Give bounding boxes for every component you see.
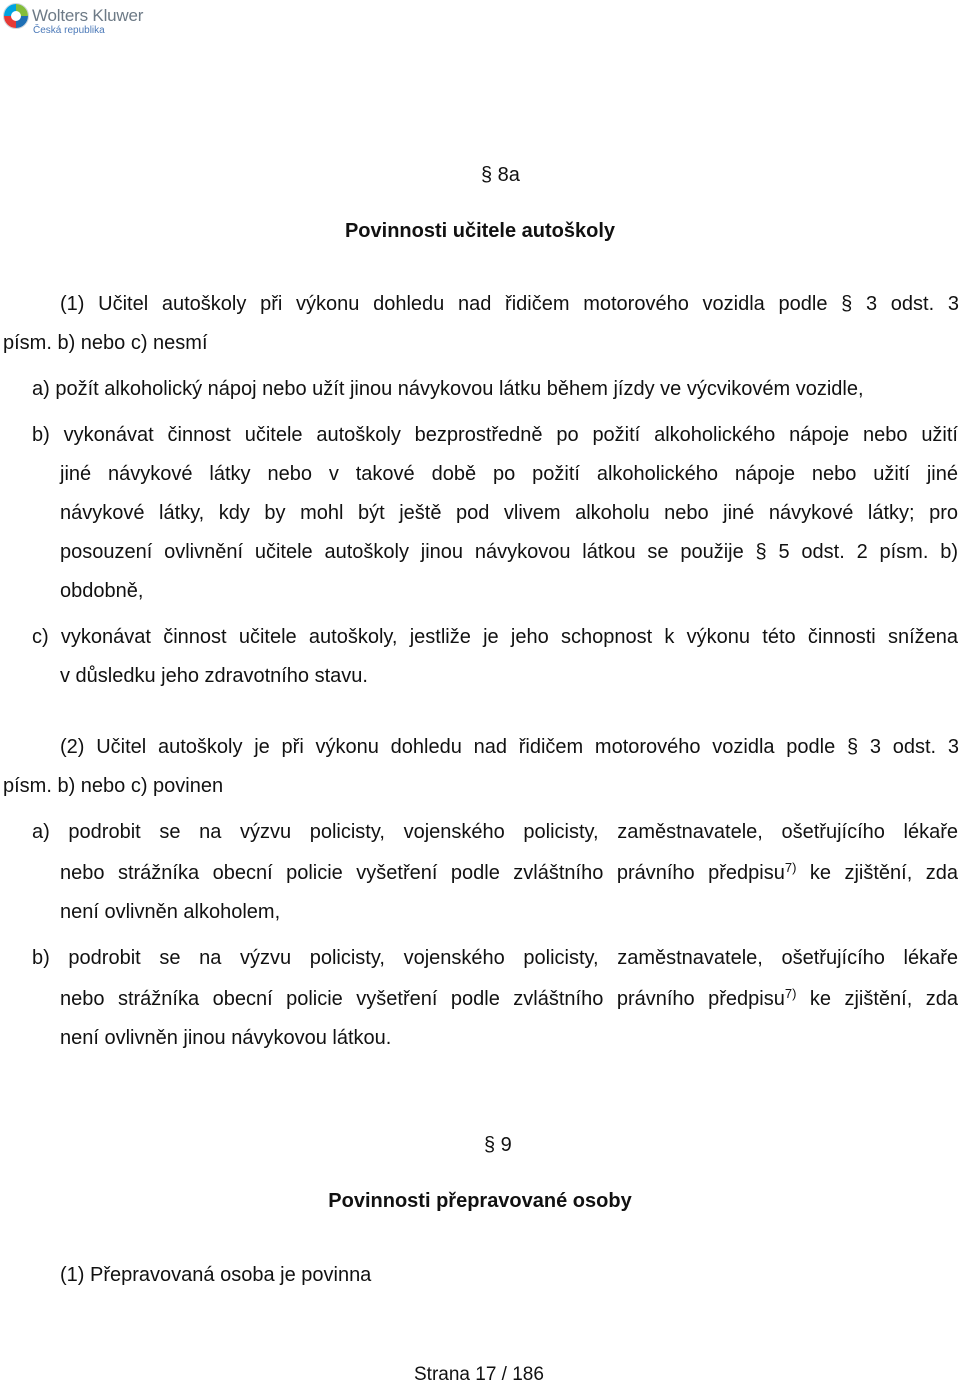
section-title: Povinnosti učitele autoškoly [344,220,616,242]
paragraph-1-line-1: (1) Učitel autoškoly při výkonu dohledu nad řidičem motorového vozidla podle § 3 odst. 3 [60,293,959,315]
item-a: a) požít alkoholický nápoj nebo užít jinou návykovou látku během jízdy ve výcvikovém vozidle, [32,378,864,400]
logo-subtitle: Česká republika [33,25,105,36]
logo-name: Wolters Kluwer [32,6,144,25]
item-b2-line-3: není ovlivněn jinou návykovou látkou. [60,1027,392,1049]
item-b-line-2: jiné návykové látky nebo v takové době po požití alkoholického nápoje nebo užití jiné [60,463,958,485]
paragraph-1-line-2: písm. b) nebo c) nesmí [3,332,208,354]
paragraph-2-line-1: (2) Učitel autoškoly je při výkonu dohledu nad řidičem motorového vozidla podle § 3 odst. 3 [60,736,959,758]
footnote-ref: 7) [784,986,797,1001]
item-c-line-2: v důsledku jeho zdravotního stavu. [60,665,368,687]
item-a2-line-1: a) podrobit se na výzvu policisty, vojenského policisty, zaměstnavatele, ošetřujícího lékaře [32,821,958,843]
item-b-line-5: obdobně, [60,580,144,602]
footnote-ref: 7) [784,860,797,875]
item-a2-text-end: ke zjištění, zda [796,862,958,884]
publisher-logo [2,2,152,38]
page-number: Strana 17 / 186 [414,1364,544,1385]
paragraph-1: (1) Přepravovaná osoba je povinna [60,1264,372,1286]
paragraph-2-line-2: písm. b) nebo c) povinen [3,775,224,797]
item-b2-text: nebo strážníka obecní policie vyšetření podle zvláštního právního předpisu [60,988,785,1010]
item-b-line-4: posouzení ovlivnění učitele autoškoly jinou návykovou látkou se použije § 5 odst. 2 písm. b) [60,541,958,563]
item-c-line-1: c) vykonávat činnost učitele autoškoly, jestliže je jeho schopnost k výkonu této činnosti snížena [32,626,958,648]
wolters-kluwer-logo-icon [2,2,30,34]
item-b-line-1: b) vykonávat činnost učitele autoškoly bezprostředně po požití alkoholického nápoje nebo užití [32,424,958,446]
item-b-line-3: návykové látky, kdy by mohl být ještě pod vlivem alkoholu nebo jiné návykové látky; pro [60,502,958,524]
item-a2-text: nebo strážníka obecní policie vyšetření podle zvláštního právního předpisu [60,862,785,884]
item-b2-line-2 [60,987,958,1011]
item-a2-line-3: není ovlivněn alkoholem, [60,901,281,923]
section-title: Povinnosti přepravované osoby [328,1190,632,1212]
section-number: § 9 [484,1134,512,1156]
section-number: § 8a [481,164,520,186]
item-b2-line-1: b) podrobit se na výzvu policisty, vojenského policisty, zaměstnavatele, ošetřujícího lékaře [32,947,958,969]
item-a2-line-2 [60,861,958,885]
item-b2-text-end: ke zjištění, zda [796,988,958,1010]
